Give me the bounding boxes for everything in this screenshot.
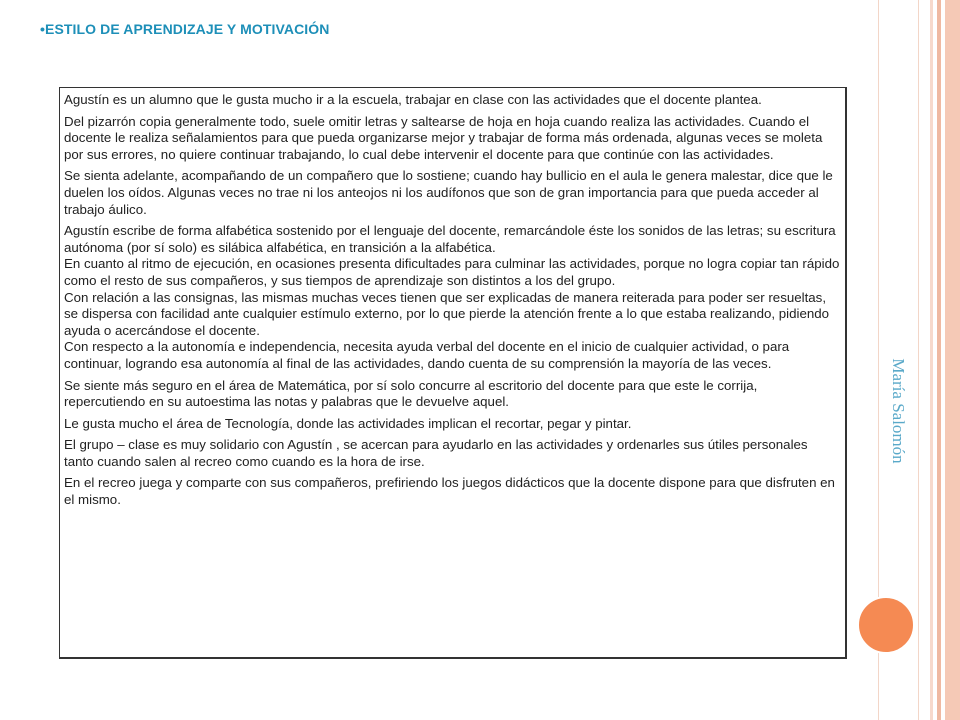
slide-title: •ESTILO DE APRENDIZAJE Y MOTIVACIÓN [40,21,330,37]
decorative-stripes [930,0,960,720]
paragraph-writing: Agustín escribe de forma alfabética sostenido por el lenguaje del docente, remarcándole éste los sonidos de las letras; su escritura autónoma (por sí solo) es silábica alfabética, en transición a la alfabética. [64,223,836,255]
paragraph-recess: En el recreo juega y comparte con sus compañeros, prefiriendo los juegos didácticos que la docente dispone para que disfruten en el mismo. [64,475,835,508]
paragraph-autonomy: Con respecto a la autonomía e independencia, necesita ayuda verbal del docente en el inicio de cualquier actividad, o para continuar, logrando esa autonomía al final de las actividades, dando cuenta de su comprensión la mayoría de las veces. [64,339,790,371]
paragraph-instructions: Con relación a las consignas, las mismas muchas veces tienen que ser explicadas de manera reiterada para poder ser resueltas, se dispersa con facilidad ante cualquier estímulo externo, por lo que pierde la atención frente a lo que estaba realizando, pidiendo ayuda o acercándose el docente. [64,289,830,338]
paragraph-seating: Se sienta adelante, acompañando de un compañero que lo sostiene; cuando hay bullicio en el aula le genera malestar, dice que le duelen los oídos. Algunas veces no trae ni los anteojos ni los audífonos que son de gran importancia para que pueda acceder al trabajo áulico. [64,168,833,217]
paragraph-math: Se siente más seguro en el área de Matemática, por sí solo concurre al escritorio del docente para que este le corrija, repercutiendo en su autoestima las notas y palabras que le devuelve aquel. [64,377,758,410]
paragraph-student-intro: Agustín es un alumno que le gusta mucho ir a la escuela, trabajar en clase con las actividades que el docente plantea. [64,92,762,107]
decorative-circle [857,596,915,654]
paragraph-rhythm: En cuanto al ritmo de ejecución, en ocasiones presenta dificultades para culminar las actividades, porque no logra copiar tan rápido como el resto de sus compañeros, y sus tiempos de aprendizaje son distintos a los del grupo. [64,256,840,288]
text-box [59,87,847,659]
paragraph-technology: Le gusta mucho el área de Tecnología, donde las actividades implican el recortar, pegar y pintar. [64,415,632,431]
paragraph-copying: Del pizarrón copia generalmente todo, suele omitir letras y saltearse de hoja en hoja cuando realiza las actividades. Cuando el docente le realiza señalamientos para que pueda organizarse mejor y trabajar de forma más ordenada, algunas veces se moleta por sus errores, no quiere continuar trabajando, lo cual debe intervenir el docente para que continúe con las actividades. [64,113,823,162]
paragraph-group: El grupo – clase es muy solidario con Agustín , se acercan para ayudarlo en las actividades y ordenarles sus útiles personales tanto cuando salen al recreo como cuando es la hora de irse. [64,437,808,469]
author-name: María Salomón [889,358,908,464]
